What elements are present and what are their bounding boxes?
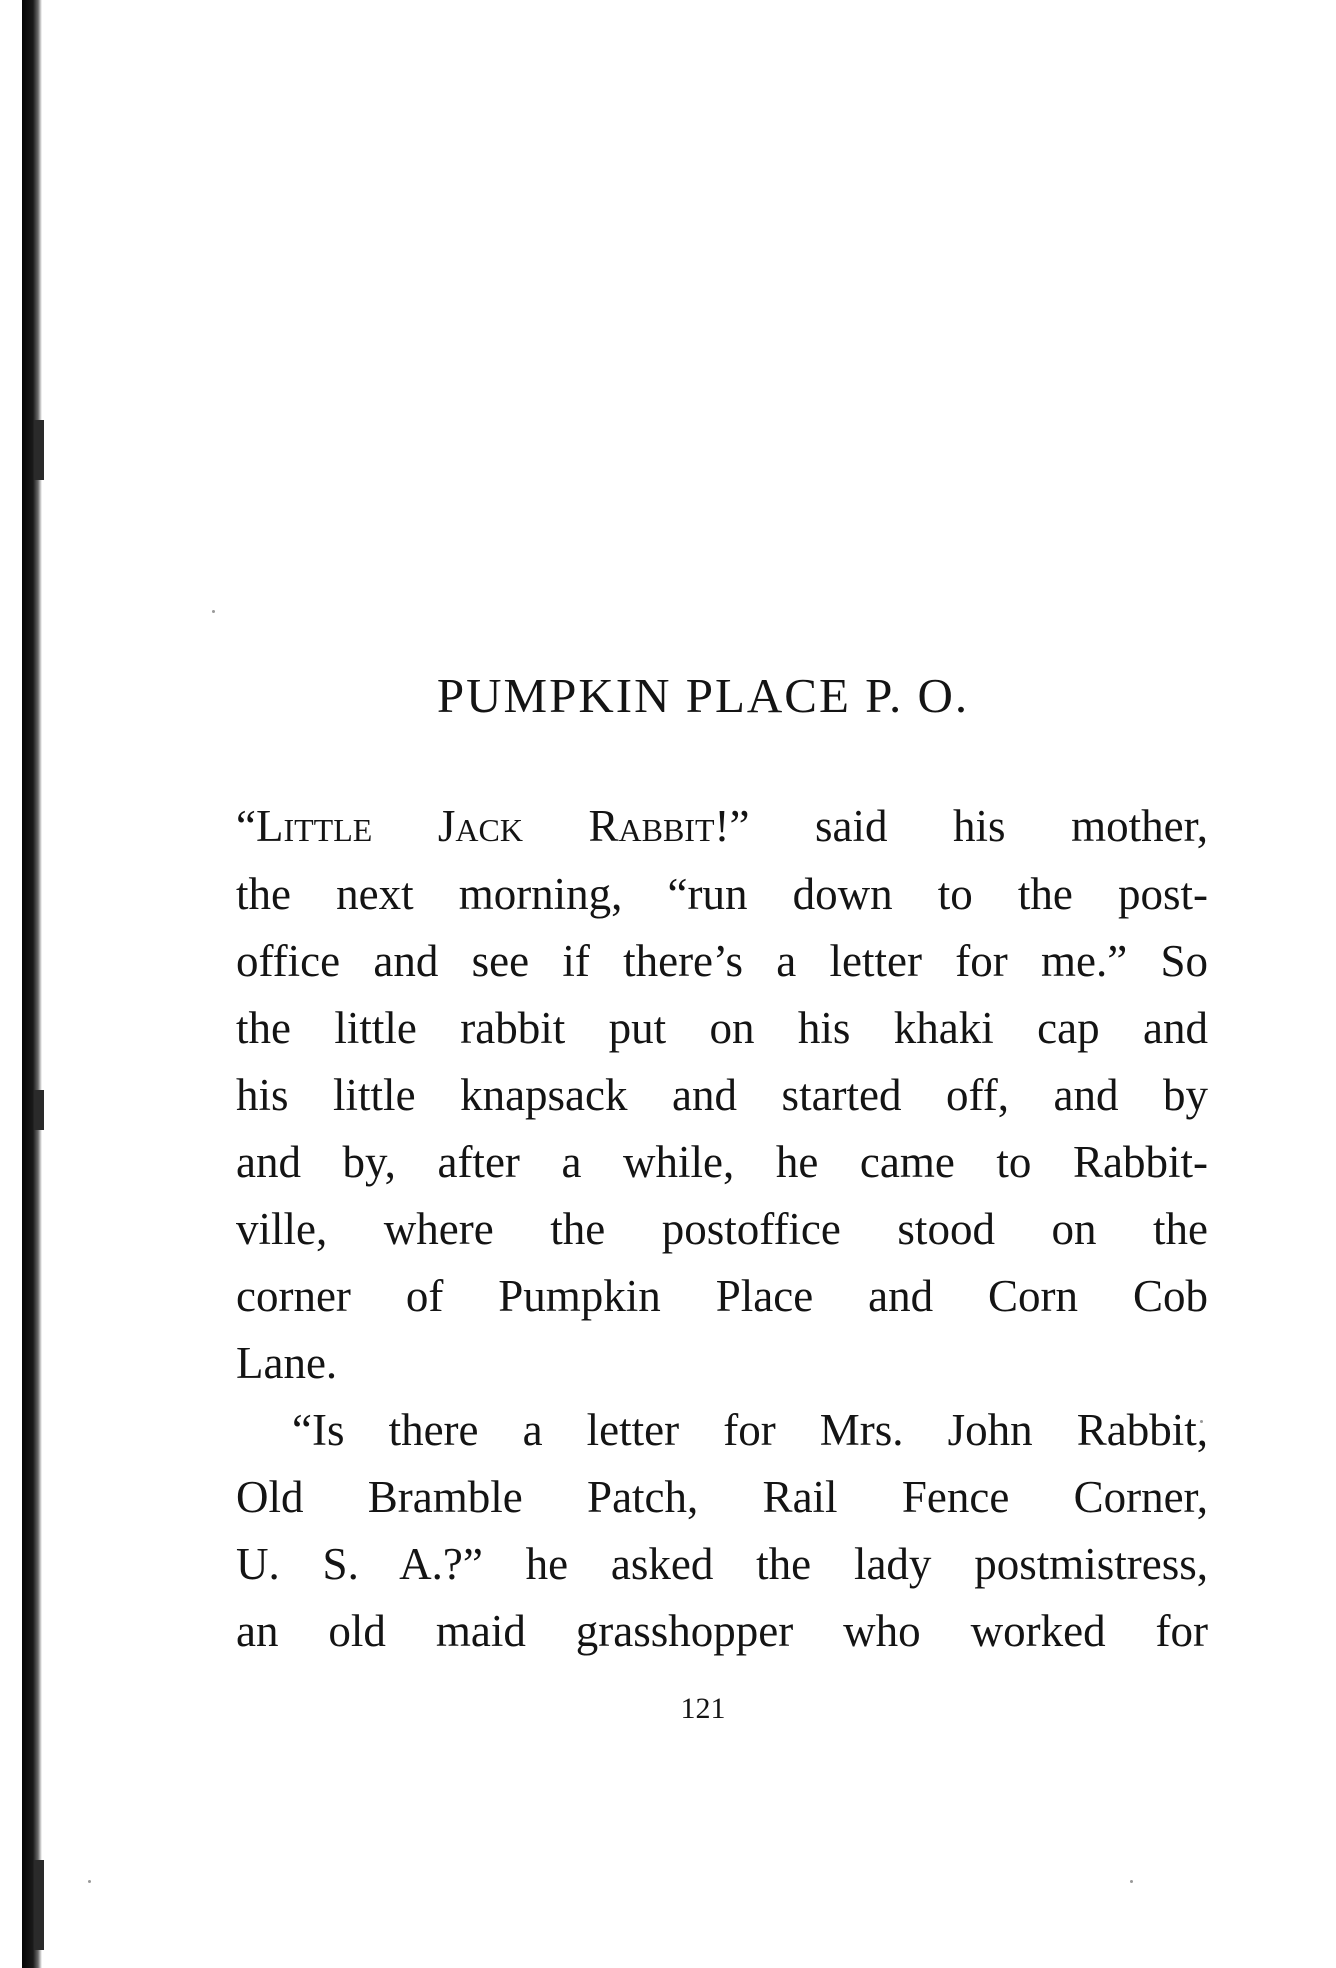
paper-speck bbox=[88, 1880, 91, 1883]
text-line: office and see if there’s a letter for me.” So bbox=[236, 936, 1208, 986]
text-fragment: said his mother, bbox=[815, 801, 1209, 851]
text-line: U. S. A.?” he asked the lady postmistress, bbox=[236, 1539, 1208, 1589]
opening-words: Jack bbox=[437, 801, 523, 851]
spine-speck bbox=[34, 1090, 44, 1130]
text-line: his little knapsack and started off, and by bbox=[236, 1070, 1208, 1120]
text-line: Old Bramble Patch, Rail Fence Corner, bbox=[236, 1472, 1208, 1522]
page-number: 121 bbox=[680, 1692, 726, 1725]
text-line bbox=[236, 800, 1208, 852]
text-line: ville, where the postoffice stood on the bbox=[236, 1204, 1208, 1254]
text-line: the next morning, “run down to the post- bbox=[236, 869, 1208, 919]
spine-speck bbox=[34, 1860, 44, 1950]
text-line: and by, after a while, he came to Rabbit- bbox=[236, 1137, 1208, 1187]
text-line: “Is there a letter for Mrs. John Rabbit, bbox=[292, 1405, 1208, 1455]
book-spine-shadow bbox=[22, 0, 42, 1968]
chapter-title: PUMPKIN PLACE P. O. bbox=[436, 668, 970, 723]
text-line: the little rabbit put on his khaki cap and bbox=[236, 1003, 1208, 1053]
spine-speck bbox=[34, 420, 44, 480]
text-line: Lane. bbox=[236, 1338, 338, 1388]
opening-words: Rabbit!” bbox=[588, 801, 750, 851]
opening-words: “Little bbox=[236, 801, 373, 851]
text-line: corner of Pumpkin Place and Corn Cob bbox=[236, 1271, 1208, 1321]
text-line: an old maid grasshopper who worked for bbox=[236, 1606, 1208, 1656]
paper-speck bbox=[1130, 1880, 1133, 1883]
paper-speck bbox=[212, 610, 215, 613]
